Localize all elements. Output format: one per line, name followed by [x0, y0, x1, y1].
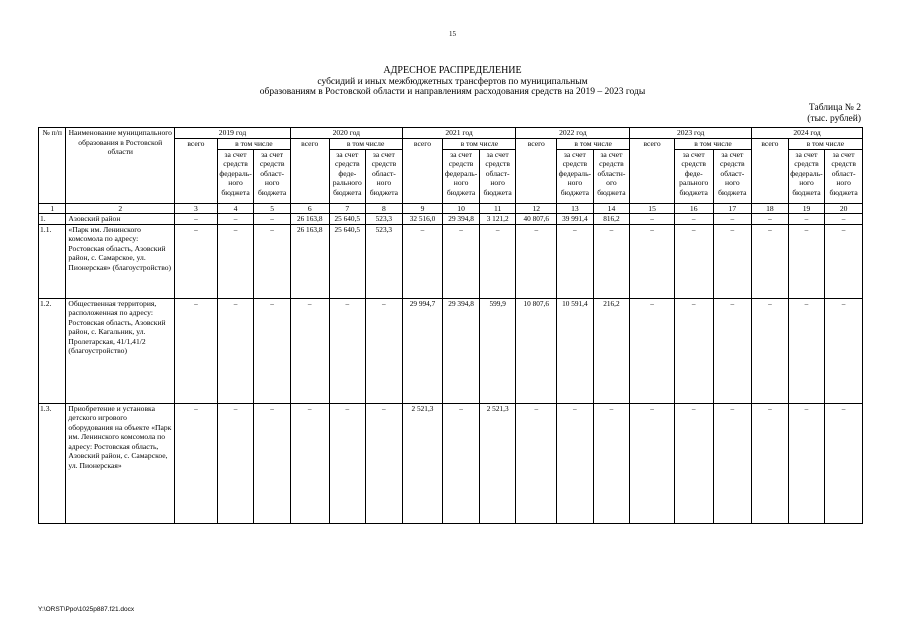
row-value: – — [630, 403, 675, 523]
header-total: всего — [752, 139, 789, 204]
row-value: 2 521,3 — [402, 403, 443, 523]
document-title — [0, 66, 905, 98]
header-regional: за счет средств област-ного бюджета — [713, 149, 752, 203]
row-value: – — [254, 214, 291, 225]
row-value: – — [254, 403, 291, 523]
header-federal: за счет средств федераль-ного бюджета — [557, 149, 594, 203]
header-year: 2021 год — [402, 128, 516, 139]
distribution-table — [38, 127, 863, 524]
row-value: 10 591,4 — [557, 298, 594, 403]
row-value: – — [329, 403, 366, 523]
header-incl: в том числе — [674, 139, 751, 150]
column-number: 3 — [175, 203, 218, 214]
row-value: 29 994,7 — [402, 298, 443, 403]
column-number: 8 — [366, 203, 403, 214]
row-name: Общественная территория, расположенная по адресу: Ростовская область, Азовский район, с. Кагальник, ул. Пролетарская, 41/1,41/2 (благоустройство) — [66, 298, 175, 403]
row-value: – — [402, 224, 443, 298]
row-value: – — [713, 214, 752, 225]
row-index: 1. — [39, 214, 66, 225]
table-row — [39, 224, 863, 298]
title-line-1: АДРЕСНОЕ РАСПРЕДЕЛЕНИЕ — [383, 65, 522, 76]
header-row-years — [39, 128, 863, 139]
row-value: – — [593, 403, 630, 523]
header-year: 2019 год — [175, 128, 291, 139]
row-value: – — [175, 224, 218, 298]
header-incl: в том числе — [557, 139, 630, 150]
row-value: 816,2 — [593, 214, 630, 225]
row-value: – — [175, 403, 218, 523]
table-row — [39, 403, 863, 523]
page-number: 15 — [449, 30, 456, 38]
header-federal: за счет средств федераль-ного бюджета — [217, 149, 254, 203]
header-incl: в том числе — [329, 139, 402, 150]
row-value: – — [674, 298, 713, 403]
table-units: (тыс. рублей) — [807, 113, 861, 124]
column-number: 19 — [788, 203, 825, 214]
header-year: 2023 год — [630, 128, 752, 139]
column-number: 15 — [630, 203, 675, 214]
row-value: 26 163,8 — [290, 214, 329, 225]
row-value: 39 991,4 — [557, 214, 594, 225]
row-value: – — [175, 298, 218, 403]
header-year: 2022 год — [516, 128, 630, 139]
row-value: – — [674, 224, 713, 298]
header-regional: за счет средств област-ного бюджета — [825, 149, 863, 203]
header-federal: за счет средств федераль-ного бюджета — [788, 149, 825, 203]
header-regional: за счет средств област-ного бюджета — [254, 149, 291, 203]
row-value: 26 163,8 — [290, 224, 329, 298]
title-line-2: субсидий и иных межбюджетных трансфертов по муниципальным — [317, 76, 588, 87]
header-regional: за счет средств областн-ого бюджета — [593, 149, 630, 203]
row-value: – — [217, 224, 254, 298]
row-value: – — [788, 214, 825, 225]
header-incl: в том числе — [788, 139, 862, 150]
row-value: – — [825, 214, 863, 225]
row-value: – — [752, 214, 789, 225]
row-value: 32 516,0 — [402, 214, 443, 225]
row-value: 10 807,6 — [516, 298, 557, 403]
row-index: 1.1. — [39, 224, 66, 298]
header-total: всего — [630, 139, 675, 204]
row-value: – — [630, 214, 675, 225]
row-value: 523,3 — [366, 214, 403, 225]
row-value: – — [175, 214, 218, 225]
row-value: – — [674, 403, 713, 523]
header-incl: в том числе — [217, 139, 290, 150]
row-value: – — [479, 224, 516, 298]
column-number: 14 — [593, 203, 630, 214]
row-value: – — [825, 298, 863, 403]
row-value: – — [593, 224, 630, 298]
row-value: 216,2 — [593, 298, 630, 403]
row-value: – — [557, 224, 594, 298]
row-value: – — [788, 224, 825, 298]
row-value: – — [290, 298, 329, 403]
column-number: 11 — [479, 203, 516, 214]
row-value: – — [788, 298, 825, 403]
header-federal: за счет средств феде-рального бюджета — [329, 149, 366, 203]
column-number: 9 — [402, 203, 443, 214]
row-value: – — [516, 224, 557, 298]
column-number: 16 — [674, 203, 713, 214]
column-number: 12 — [516, 203, 557, 214]
row-value: – — [254, 298, 291, 403]
row-value: – — [516, 403, 557, 523]
column-number: 5 — [254, 203, 291, 214]
row-value: – — [674, 214, 713, 225]
header-incl: в том числе — [443, 139, 516, 150]
row-value: – — [217, 298, 254, 403]
row-value: – — [366, 298, 403, 403]
row-value: – — [443, 224, 480, 298]
column-number: 17 — [713, 203, 752, 214]
row-name: Азовский район — [66, 214, 175, 225]
row-value: 29 394,8 — [443, 214, 480, 225]
distribution-table-wrapper — [38, 127, 863, 524]
row-value: – — [752, 224, 789, 298]
row-value: 29 394,8 — [443, 298, 480, 403]
row-value: 25 640,5 — [329, 214, 366, 225]
header-regional: за счет средств област-ного бюджета — [479, 149, 516, 203]
header-federal: за счет средств феде-рального бюджета — [674, 149, 713, 203]
row-value: – — [443, 403, 480, 523]
column-number: 7 — [329, 203, 366, 214]
row-value: – — [290, 403, 329, 523]
table-caption — [807, 103, 861, 124]
header-total: всего — [516, 139, 557, 204]
row-value: – — [825, 403, 863, 523]
column-number: 20 — [825, 203, 863, 214]
row-value: – — [329, 298, 366, 403]
header-name: Наименование муниципального образования в Ростовской области — [66, 128, 175, 204]
table-row — [39, 214, 863, 225]
row-value: – — [713, 403, 752, 523]
row-value: – — [366, 403, 403, 523]
row-index: 1.2. — [39, 298, 66, 403]
row-value: 40 807,6 — [516, 214, 557, 225]
row-value: 25 640,5 — [329, 224, 366, 298]
column-number: 1 — [39, 203, 66, 214]
header-regional: за счет средств област-ного бюджета — [366, 149, 403, 203]
row-value: – — [557, 403, 594, 523]
column-number: 10 — [443, 203, 480, 214]
column-number: 2 — [66, 203, 175, 214]
table-row — [39, 298, 863, 403]
column-number: 4 — [217, 203, 254, 214]
header-total: всего — [402, 139, 443, 204]
column-number: 6 — [290, 203, 329, 214]
row-value: – — [788, 403, 825, 523]
row-value: 523,3 — [366, 224, 403, 298]
row-value: – — [217, 403, 254, 523]
row-value: – — [254, 224, 291, 298]
row-value: – — [752, 403, 789, 523]
header-year: 2020 год — [290, 128, 402, 139]
header-total: всего — [175, 139, 218, 204]
row-name: «Парк им. Ленинского комсомола по адресу: Ростовская область, Азовский район, с. Самарское, ул. Пионерская» (благоустройство) — [66, 224, 175, 298]
row-name: Приобретение и установка детского игрового оборудования на объекте «Парк им. Ленинского комсомола по адресу: Ростовская область, Азовский район, с. Самарское, ул. Пионерская» — [66, 403, 175, 523]
column-number-row — [39, 203, 863, 214]
row-value: – — [713, 224, 752, 298]
header-year: 2024 год — [752, 128, 863, 139]
header-total: всего — [290, 139, 329, 204]
title-line-3: образованиям в Ростовской области и направлениям расходования средств на 2019 – 2023 годы — [259, 87, 646, 97]
row-value: – — [630, 298, 675, 403]
row-value: 2 521,3 — [479, 403, 516, 523]
row-value: 3 121,2 — [479, 214, 516, 225]
row-index: 1.3. — [39, 403, 66, 523]
header-no: № п/п — [39, 128, 66, 204]
column-number: 13 — [557, 203, 594, 214]
row-value: – — [217, 214, 254, 225]
row-value: – — [630, 224, 675, 298]
footer-file-path: Y:\ORST\Ppo\1025p887.f21.docx — [38, 606, 135, 613]
row-value: – — [825, 224, 863, 298]
header-federal: за счет средств федераль-ного бюджета — [443, 149, 480, 203]
row-value: 599,9 — [479, 298, 516, 403]
row-value: – — [713, 298, 752, 403]
table-label: Таблица № 2 — [808, 103, 861, 113]
row-value: – — [752, 298, 789, 403]
column-number: 18 — [752, 203, 789, 214]
